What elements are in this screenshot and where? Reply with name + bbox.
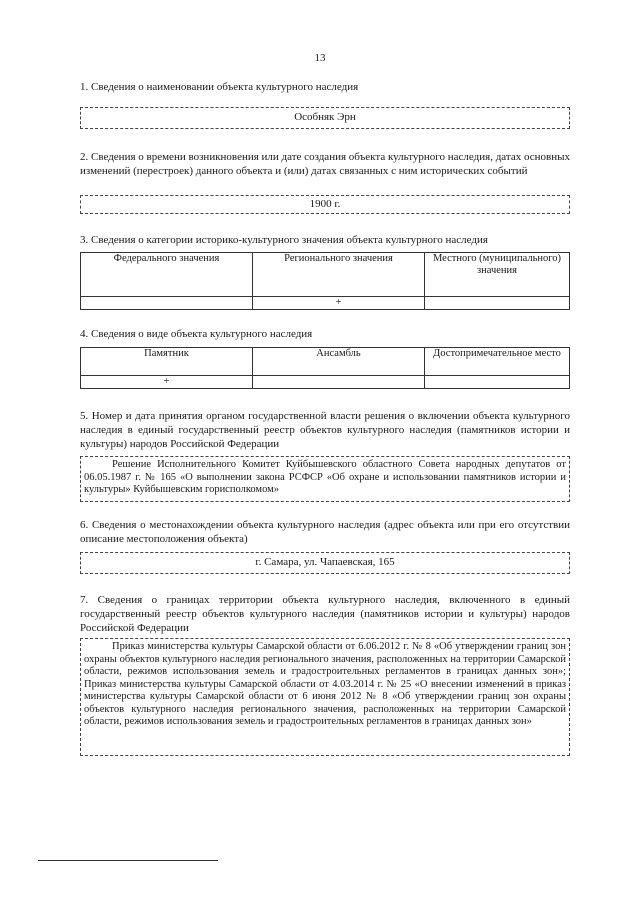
section-1-heading: 1. Сведения о наименовании объекта культурного наследия — [80, 81, 359, 93]
object-name: Особняк Эрн — [294, 111, 356, 123]
type-table — [80, 347, 570, 389]
section-4-heading: 4. Сведения о виде объекта культурного наследия — [80, 328, 313, 340]
type-monument-value: + — [81, 376, 253, 389]
category-table — [80, 252, 570, 310]
section-2-heading: 2. Сведения о времени возникновения или дате создания объекта культурного наследия, датах основных изменений (перестроек) данного объекта и (или) датах связанных с ним исторических событий — [80, 151, 570, 177]
section-7-heading: 7. Сведения о границах территории объекта культурного наследия, включенного в единый государственный реестр объектов культурного наследия (памятников истории и культуры) народов Российской Федерации — [80, 594, 570, 634]
section-5-heading: 5. Номер и дата принятия органом государственной власти решения о включении объекта культурного наследия в единый государственный реестр объектов культурного наследия (памятников истории и культуры) народов Российской Федерации — [80, 410, 570, 450]
section-3-heading: 3. Сведения о категории историко-культурного значения объекта культурного наследия — [80, 234, 488, 246]
type-monument-header: Памятник — [81, 348, 253, 376]
category-regional-header: Регионального значения — [253, 253, 425, 297]
category-local-value — [425, 297, 570, 310]
registry-decision-box: Решение Исполнительного Комитет Куйбышевского областного Совета народных депутатов от 06.05.1987 г. № 165 «О выполнении закона РСФСР «Об охране и использовании памятников истории и культуры» Куйбышевским горисполкомом» — [80, 456, 570, 502]
category-federal-header: Федерального значения — [81, 253, 253, 297]
object-name-box — [80, 107, 570, 129]
type-landmark-value — [425, 376, 570, 389]
type-ensemble-value — [253, 376, 425, 389]
footnote-separator — [38, 860, 218, 861]
category-federal-value — [81, 297, 253, 310]
territory-boundaries-box: Приказ министерства культуры Самарской области от 6.06.2012 г. № 8 «Об утверждении границ зон охраны объектов культурного наследия регионального значения, расположенных на территории Самарской области, режимов использования земель и градостроительных регламентов в границах данных зон»; Приказ министерства культуры Самарской области от 4.03.2014 г. № 25 «О внесении изменений в приказ министерства культуры Самарской области от 6 июня 2012 № 8 «Об утверждении границ зон охраны объектов культурного наследия регионального значения, расположенных на территории Самарской области, режимов использования земель и градостроительных регламентов в границах данных зон» — [80, 638, 570, 756]
creation-date: 1900 г. — [309, 198, 341, 210]
type-ensemble-header: Ансамбль — [253, 348, 425, 376]
creation-date-box — [80, 195, 570, 214]
address-box — [80, 552, 570, 574]
type-landmark-header: Достопримечательное место — [425, 348, 570, 376]
page-number: 13 — [314, 52, 326, 64]
category-regional-value: + — [253, 297, 425, 310]
category-local-header: Местного (муниципального) значения — [425, 253, 570, 297]
section-6-heading: 6. Сведения о местонахождении объекта культурного наследия (адрес объекта или при его отсутствии описание местоположения объекта) — [80, 519, 570, 545]
object-address: г. Самара, ул. Чапаевская, 165 — [255, 556, 395, 568]
